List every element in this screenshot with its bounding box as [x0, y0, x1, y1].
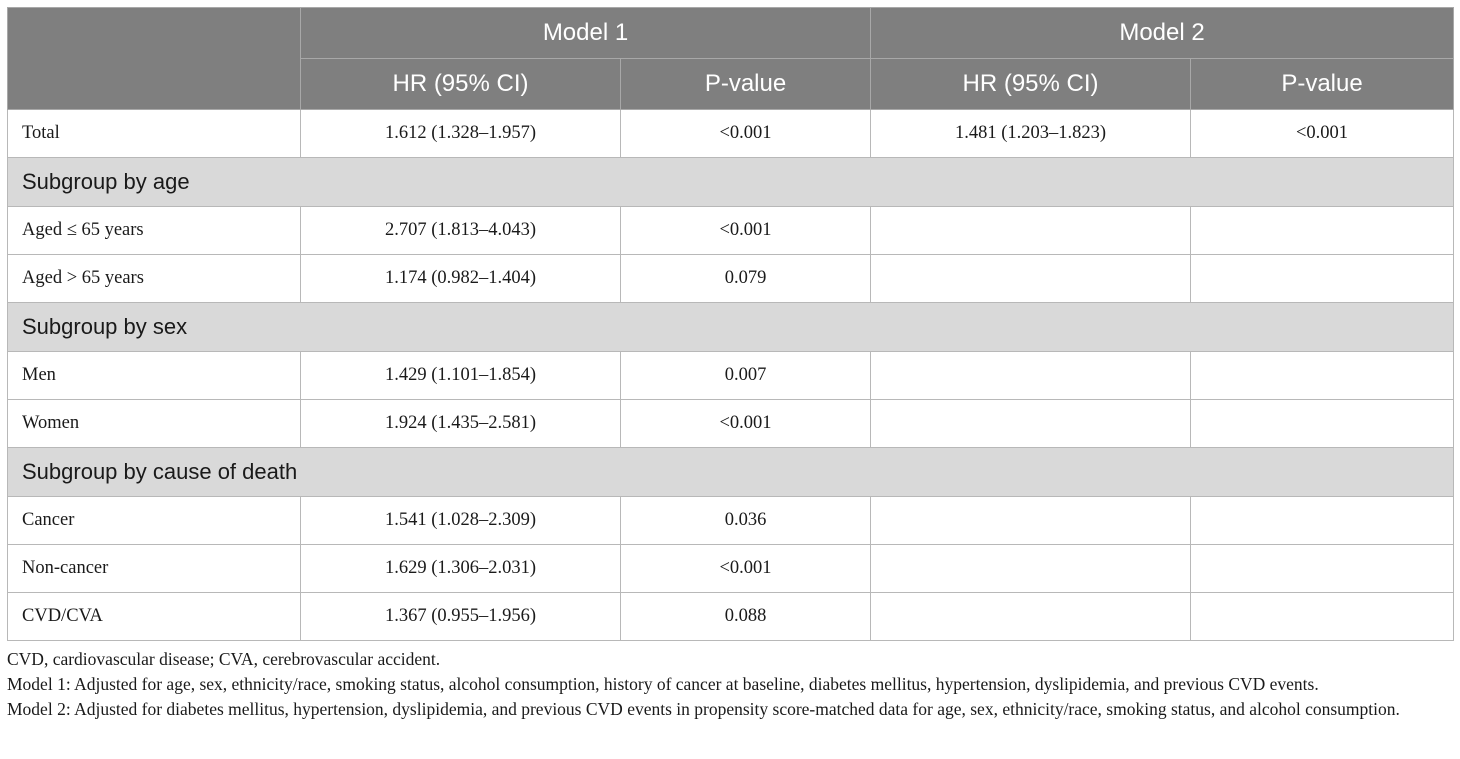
header-model1: Model 1: [301, 8, 871, 59]
model1-note: Model 1: Adjusted for age, sex, ethnicity/race, smoking status, alcohol consumption, history of cancer at baseline, diabetes mellitus, hypertension, dyslipidemia, and previous CVD events.: [7, 674, 1319, 694]
row-label: Aged ≤ 65 years: [8, 207, 301, 255]
m2-p-cell: [1191, 545, 1454, 593]
table-footnotes: [7, 647, 1453, 722]
header-model2: Model 2: [871, 8, 1454, 59]
table-row: [8, 497, 1454, 545]
row-label: CVD/CVA: [8, 593, 301, 641]
header-m2-hr: HR (95% CI): [871, 59, 1191, 110]
header-m1-p: P-value: [621, 59, 871, 110]
m1-hr-cell: 1.541 (1.028–2.309): [301, 497, 621, 545]
m2-p-cell: [1191, 593, 1454, 641]
row-label: Men: [8, 352, 301, 400]
subgroup-label: Subgroup by age: [8, 158, 1454, 207]
m1-hr-cell: 1.429 (1.101–1.854): [301, 352, 621, 400]
m1-p-cell: <0.001: [621, 400, 871, 448]
subgroup-row: [8, 158, 1454, 207]
subgroup-label: Subgroup by sex: [8, 303, 1454, 352]
row-label: Women: [8, 400, 301, 448]
table-row: [8, 255, 1454, 303]
m2-p-cell: [1191, 207, 1454, 255]
m1-hr-cell: 1.612 (1.328–1.957): [301, 110, 621, 158]
m1-hr-cell: 1.629 (1.306–2.031): [301, 545, 621, 593]
m1-p-cell: <0.001: [621, 545, 871, 593]
table-row: [8, 593, 1454, 641]
header-m1-hr: HR (95% CI): [301, 59, 621, 110]
m1-hr-cell: 1.367 (0.955–1.956): [301, 593, 621, 641]
m2-p-cell: <0.001: [1191, 110, 1454, 158]
m2-hr-cell: [871, 352, 1191, 400]
abbreviation-note: CVD, cardiovascular disease; CVA, cerebrovascular accident.: [7, 649, 441, 669]
m1-p-cell: 0.079: [621, 255, 871, 303]
table-body: [8, 110, 1454, 641]
m2-p-cell: [1191, 400, 1454, 448]
table-row: [8, 545, 1454, 593]
m2-p-cell: [1191, 352, 1454, 400]
row-label: Aged > 65 years: [8, 255, 301, 303]
m1-hr-cell: 2.707 (1.813–4.043): [301, 207, 621, 255]
header-empty-cell: [8, 8, 301, 110]
m1-p-cell: 0.036: [621, 497, 871, 545]
subgroup-row: [8, 303, 1454, 352]
m1-p-cell: <0.001: [621, 110, 871, 158]
subgroup-label: Subgroup by cause of death: [8, 448, 1454, 497]
m1-p-cell: 0.007: [621, 352, 871, 400]
row-label: Non-cancer: [8, 545, 301, 593]
model2-note: Model 2: Adjusted for diabetes mellitus, hypertension, dyslipidemia, and previous CVD events in propensity score-matched data for age, sex, ethnicity/race, smoking status, and alcohol consumption.: [7, 699, 1400, 719]
m2-p-cell: [1191, 497, 1454, 545]
m1-p-cell: <0.001: [621, 207, 871, 255]
m1-hr-cell: 1.174 (0.982–1.404): [301, 255, 621, 303]
m1-p-cell: 0.088: [621, 593, 871, 641]
table-container: [7, 7, 1453, 722]
row-label: Cancer: [8, 497, 301, 545]
m2-hr-cell: [871, 255, 1191, 303]
m2-hr-cell: [871, 400, 1191, 448]
table-header: [8, 8, 1454, 110]
m1-hr-cell: 1.924 (1.435–2.581): [301, 400, 621, 448]
m2-hr-cell: [871, 593, 1191, 641]
m2-hr-cell: 1.481 (1.203–1.823): [871, 110, 1191, 158]
subgroup-row: [8, 448, 1454, 497]
results-table: [7, 7, 1454, 641]
header-m2-p: P-value: [1191, 59, 1454, 110]
table-row: [8, 400, 1454, 448]
table-row: [8, 207, 1454, 255]
m2-hr-cell: [871, 545, 1191, 593]
m2-hr-cell: [871, 497, 1191, 545]
m2-hr-cell: [871, 207, 1191, 255]
table-row: [8, 352, 1454, 400]
m2-p-cell: [1191, 255, 1454, 303]
table-row: [8, 110, 1454, 158]
row-label: Total: [8, 110, 301, 158]
